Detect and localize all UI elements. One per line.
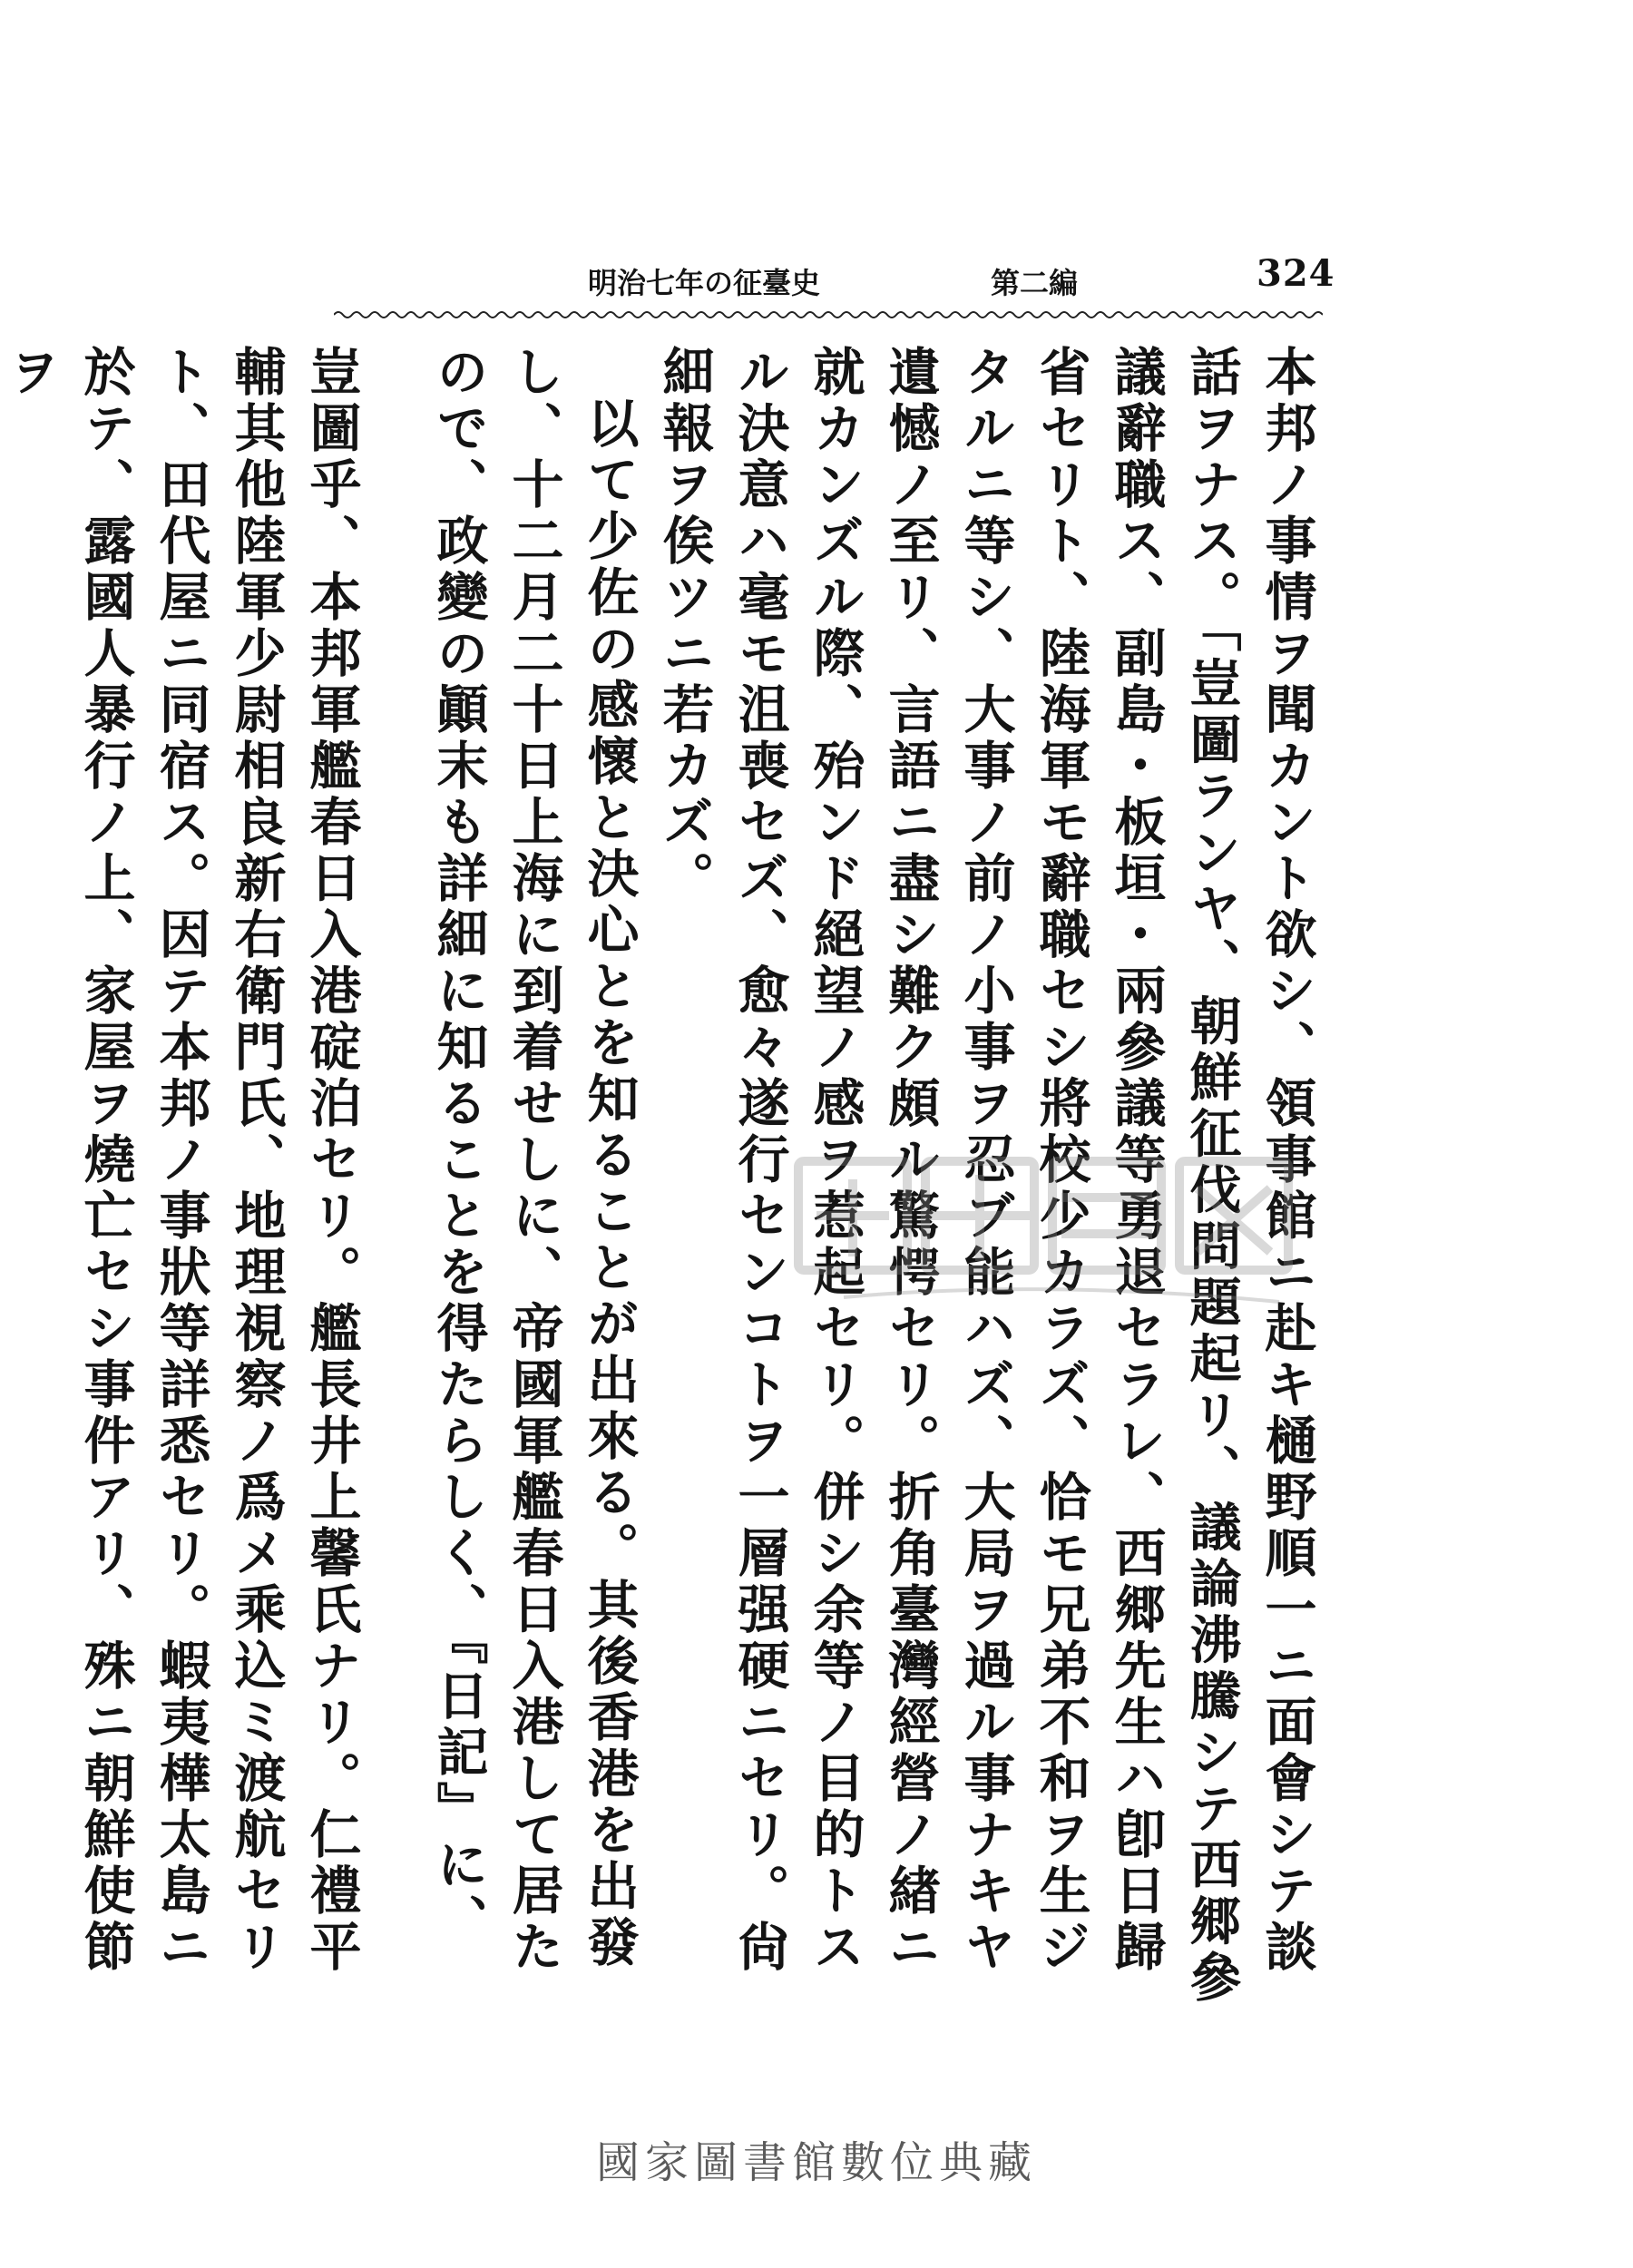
running-header xyxy=(588,257,1078,306)
running-header-part: 第二編 xyxy=(990,266,1078,300)
running-header-section: 明治七年の征臺史 xyxy=(588,266,821,300)
library-footer: 國家圖書館數位典藏 xyxy=(595,2137,1037,2188)
page-number: 324 xyxy=(1257,252,1335,295)
paragraph-commentary: 以て少佐の感懷と決心とを知ることが出來る。其後香港を出發し、十二月二十日上海に到着せしに、帝國軍艦春日入港して居たので、政變の顚末も詳細に知ることを得たらしく、『日記』に、 xyxy=(428,345,640,1976)
taiwan-memory-watermark-logo xyxy=(789,1152,1297,1334)
paragraph-diary-continuation: 本邦ノ事情ヲ聞カント欲シ、領事館ニ赴キ樋野順一ニ面會シテ談話ヲナス。「豈圖ランヤ、朝鮮征伐問題起リ、議論沸騰シテ西郷參議辭職ス、副島・板垣・兩參議等勇退セラレ、西郷先生ハ卽日歸省セリト、陸海軍モ辭職セシ將校少カラズ、恰モ兄弟不和ヲ生ジタルニ等シ、大事ノ前ノ小事ヲ忍ブ能ハズ、大局ヲ過ル事ナキヤ遺憾ノ至リ、言語ニ盡シ難ク頗ル驚愕セリ。折角臺灣經營ノ緖ニ就カンズル際、殆ンド絕望ノ感ヲ惹起セリ。併シ余等ノ目的トスル決意ハ毫モ沮喪セズ、愈々遂行センコトヲ一層强硬ニセリ。尙細報ヲ俟ツニ若カズ。 xyxy=(654,345,1317,2007)
header-wavy-rule xyxy=(334,308,1323,321)
paragraph-diary-quote: 豈圖乎、本邦軍艦春日入港碇泊セリ。艦長井上馨氏ナリ。仁禮平輔其他陸軍少尉相良新右衛門氏、地理視察ノ爲メ乘込ミ渡航セリト、田代屋ニ同宿ス。因テ本邦ノ事狀等詳悉セリ。蝦夷樺太島ニ於テ、露國人暴行ノ上、家屋ヲ燒亡セシ事件アリ、殊ニ朝鮮使節ヲ xyxy=(0,345,362,1976)
